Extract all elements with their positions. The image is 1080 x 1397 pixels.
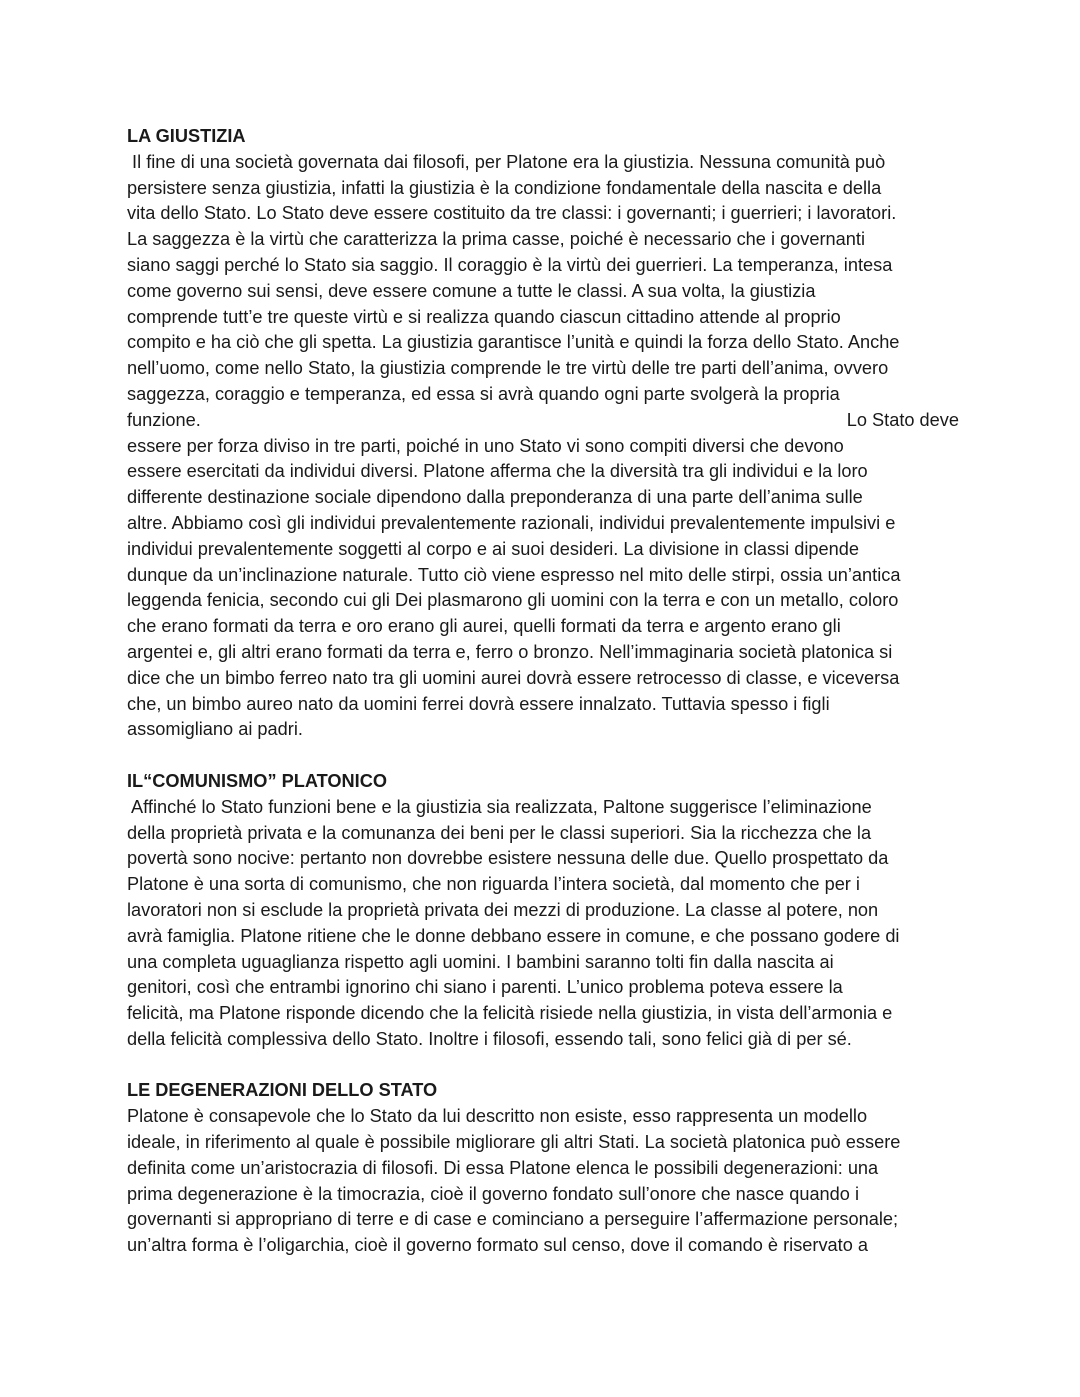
text-line: comprende tutt’e tre queste virtù e si realizza quando ciascun cittadino attende al proprio [127, 306, 841, 327]
text-line: governanti si appropriano di terre e di case e cominciano a perseguire l’affermazione personale; [127, 1209, 899, 1230]
text-line: saggezza, coraggio e temperanza, ed essa si avrà quando ogni parte svolgerà la propria [127, 383, 840, 404]
text-line: avrà famiglia. Platone ritiene che le donne debbano essere in comune, e che possano godere di [127, 925, 900, 946]
section-spacer [127, 1053, 959, 1079]
text-line: essere esercitati da individui diversi. Platone afferma che la diversità tra gli individui e la loro [127, 461, 868, 482]
text-line: della proprietà privata e la comunanza dei beni per le classi superiori. Sia la ricchezza che la [127, 822, 872, 843]
text-line-split [127, 408, 959, 434]
section-heading: IL“COMUNISMO” PLATONICO [127, 770, 388, 791]
text-line: nell’uomo, come nello Stato, la giustizia comprende le tre virtù delle tre parti dell’anima, ovvero [127, 358, 889, 379]
text-line: argentei e, gli altri erano formati da terra e, ferro o bronzo. Nell’immaginaria società platonica si [127, 641, 893, 662]
text-line: siano saggi perché lo Stato sia saggio. Il coraggio è la virtù dei guerrieri. La temperanza, intesa [127, 254, 893, 275]
text-line: differente destinazione sociale dipendono dalla preponderanza di una parte dell’anima sulle [127, 487, 863, 508]
text-line: come governo sui sensi, deve essere comune a tutte le classi. A sua volta, la giustizia [127, 280, 816, 301]
text-line: La saggezza è la virtù che caratterizza la prima casse, poiché è necessario che i governanti [127, 229, 865, 250]
text-line: altre. Abbiamo così gli individui prevalentemente razionali, individui prevalentemente impulsivi e [127, 512, 896, 533]
section-degenerazioni-stato [127, 1078, 959, 1259]
text-line: che, un bimbo aureo nato da uomini ferrei dovrà essere innalzato. Tuttavia spesso i figli [127, 693, 830, 714]
text-line: povertà sono nocive: pertanto non dovrebbe esistere nessuna delle due. Quello prospettato da [127, 848, 889, 869]
section-body [127, 150, 959, 743]
section-comunismo-platonico [127, 769, 959, 1053]
section-spacer [127, 743, 959, 769]
document-page [127, 124, 959, 1259]
text-line: leggenda fenicia, secondo cui gli Dei plasmarono gli uomini con la terra e con un metallo, coloro [127, 590, 899, 611]
text-line: prima degenerazione è la timocrazia, cioè il governo fondato sull’onore che nasce quando i [127, 1183, 859, 1204]
text-line: Platone è consapevole che lo Stato da lui descritto non esiste, esso rappresenta un modello [127, 1106, 868, 1127]
text-line: assomigliano ai padri. [127, 719, 303, 740]
text-line: dice che un bimbo ferreo nato tra gli uomini aurei dovrà essere retrocesso di classe, e viceversa [127, 667, 900, 688]
text-line: Il fine di una società governata dai filosofi, per Platone era la giustizia. Nessuna comunità può [127, 151, 886, 172]
text-line: che erano formati da terra e oro erano gli aurei, quelli formati da terra e argento erano gli [127, 616, 841, 637]
text-line: Affinché lo Stato funzioni bene e la giustizia sia realizzata, Paltone suggerisce l’eliminazione [127, 796, 872, 817]
text-line: persistere senza giustizia, infatti la giustizia è la condizione fondamentale della nascita e della [127, 177, 882, 198]
section-body [127, 795, 959, 1053]
text-line: genitori, così che entrambi ignorino chi siano i parenti. L’unico problema poteva essere la [127, 977, 843, 998]
text-line: un’altra forma è l’oligarchia, cioè il governo formato sul censo, dove il comando è riservato a [127, 1235, 869, 1256]
text-line: felicità, ma Platone risponde dicendo che la felicità risiede nella giustizia, in vista dell’armonia e [127, 1003, 893, 1024]
text-line: compito e ha ciò che gli spetta. La giustizia garantisce l’unità e quindi la forza dello Stato. Anche [127, 332, 900, 353]
text-line: ideale, in riferimento al quale è possibile migliorare gli altri Stati. La società platonica può essere [127, 1132, 901, 1153]
section-body [127, 1104, 959, 1259]
section-heading: LA GIUSTIZIA [127, 126, 246, 146]
text-line-right: Lo Stato deve [846, 409, 959, 430]
text-line: una completa uguaglianza rispetto agli uomini. I bambini saranno tolti fin dalla nascita ai [127, 951, 834, 972]
text-line: essere per forza diviso in tre parti, poiché in uno Stato vi sono compiti diversi che devono [127, 435, 844, 456]
section-la-giustizia [127, 124, 959, 743]
text-line: vita dello Stato. Lo Stato deve essere costituito da tre classi: i governanti; i guerrieri; i lavoratori. [127, 203, 897, 224]
text-line: lavoratori non si esclude la proprietà privata dei mezzi di produzione. La classe al potere, non [127, 899, 879, 920]
section-heading: LE DEGENERAZIONI DELLO STATO [127, 1080, 438, 1101]
text-line: dunque da un’inclinazione naturale. Tutto ciò viene espresso nel mito delle stirpi, ossia un’antica [127, 564, 901, 585]
text-line: della felicità complessiva dello Stato. Inoltre i filosofi, essendo tali, sono felici già di per sé. [127, 1028, 852, 1049]
text-line: individui prevalentemente soggetti al corpo e ai suoi desideri. La divisione in classi dipende [127, 538, 859, 559]
text-line-left: funzione. [127, 409, 201, 430]
text-line: Platone è una sorta di comunismo, che non riguarda l’intera società, dal momento che per i [127, 874, 860, 895]
text-line: definita come un’aristocrazia di filosofi. Di essa Platone elenca le possibili degenerazioni: una [127, 1157, 879, 1178]
